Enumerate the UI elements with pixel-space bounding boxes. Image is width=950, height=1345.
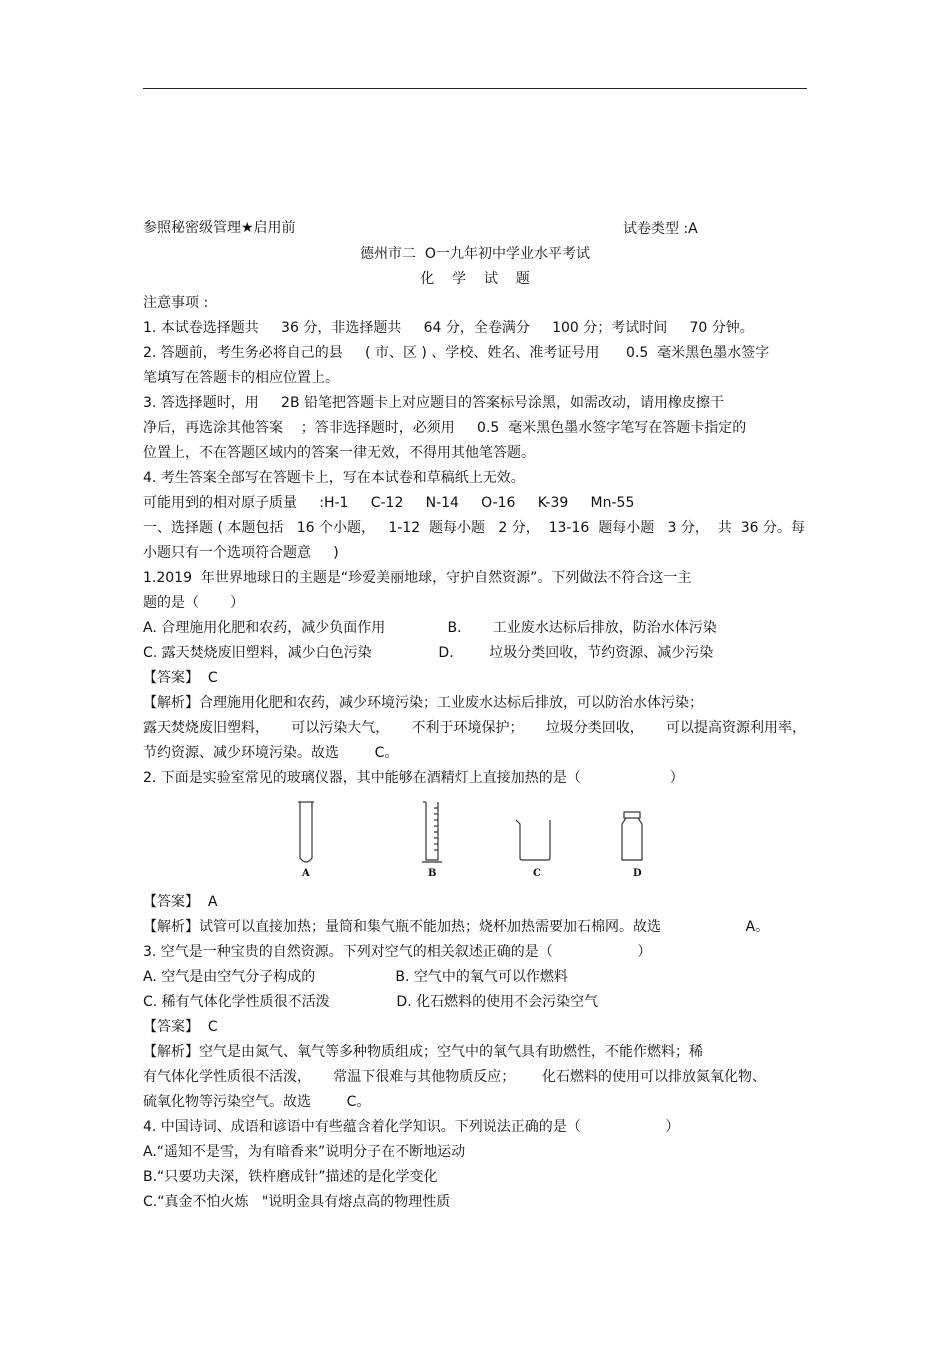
analysis-line: 节约资源、减少环境污染。故选 C。 — [143, 745, 399, 761]
text-line: 可能用到的相对原子质量 :H-1 C-12 N-14 O-16 K-39 Mn-55 — [143, 495, 635, 511]
text-line: 题的是（ ） — [143, 595, 245, 611]
paper-type: 试卷类型 :A — [623, 221, 698, 237]
graduated-cylinder-icon — [422, 802, 442, 862]
question-3: 3. 空气是一种宝贵的自然资源。下列对空气的相关叙述正确的是（ ） — [143, 944, 652, 960]
exam-title: 德州市二 O一九年初中学业水平考试 — [360, 246, 590, 262]
text-line: 3. 答选择题时，用 2B 铅笔把答题卡上对应题目的答案标号涂黑，如需改动，请用橡皮擦干 — [143, 395, 725, 411]
figure-label-d: D — [633, 868, 642, 879]
answer-line: 【答案】 A — [143, 894, 218, 910]
option-line: A. 空气是由空气分子构成的 B. 空气中的氧气可以作燃料 — [143, 969, 568, 985]
text-line: 注意事项 : — [143, 295, 209, 311]
analysis-line: 有气体化学性质很不活泼， 常温下很难与其他物质反应； 化石燃料的使用可以排放氮氧化物、 — [143, 1069, 766, 1085]
analysis-line: 硫氧化物等污染空气。故选 C。 — [143, 1094, 371, 1110]
figure-label-c: C — [533, 868, 541, 879]
analysis-line: 【解析】空气是由氮气、氧气等多种物质组成；空气中的氧气具有助燃性，不能作燃料；稀 — [143, 1044, 703, 1060]
figure-label-b: B — [428, 868, 437, 879]
figure-label-a: A — [302, 868, 310, 879]
question-2: 2. 下面是实验室常见的玻璃仪器，其中能够在酒精灯上直接加热的是（ ） — [143, 770, 684, 786]
text-line: 位置上，不在答题区域内的答案一律无效，不得用其他笔答题。 — [143, 445, 535, 461]
confidentiality-note: 参照秘密级管理★启用前 — [143, 220, 296, 236]
glassware-drawing — [280, 800, 680, 882]
header-rule — [143, 88, 807, 89]
option-line: C. 露天焚烧废旧塑料，减少白色污染 D. 垃圾分类回收，节约资源、减少污染 — [143, 645, 714, 661]
answer-line: 【答案】 C — [143, 670, 218, 686]
text-line: 净后，再选涂其他答案 ；答非选择题时，必须用 0.5 毫米黑色墨水签字笔写在答题卡指定的 — [143, 420, 747, 436]
option-line: A. 合理施用化肥和农药，减少负面作用 B. 工业废水达标后排放，防治水体污染 — [143, 620, 717, 636]
gas-jar-icon — [622, 812, 642, 860]
option-line: B.“只要功夫深，铁杵磨成针”描述的是化学变化 — [143, 1169, 438, 1185]
option-line: C.“真金不怕火炼 "说明金具有熔点高的物理性质 — [143, 1194, 451, 1210]
subject-title: 化 学 试 题 — [420, 271, 530, 287]
text-line: 1. 本试卷选择题共 36 分，非选择题共 64 分，全卷满分 100 分；考试时间 70 分钟。 — [143, 320, 754, 336]
glassware-figure — [280, 800, 680, 882]
analysis-line: 【解析】试管可以直接加热；量筒和集气瓶不能加热；烧杯加热需要加石棉网。故选 A。 — [143, 919, 770, 935]
answer-line: 【答案】 C — [143, 1019, 218, 1035]
text-line: 4. 考生答案全部写在答题卡上，写在本试卷和草稿纸上无效。 — [143, 470, 525, 486]
text-line: 小题只有一个选项符合题意 ) — [143, 545, 339, 561]
section-heading: 一、选择题 ( 本题包括 16 个小题， 1-12 题每小题 2 分， 13-16 题每小题 3 分， 共 36 分。每 — [143, 520, 805, 536]
question-4: 4. 中国诗词、成语和谚语中有些蕴含着化学知识。下列说法正确的是（ ） — [143, 1119, 680, 1135]
analysis-line: 露天焚烧废旧塑料， 可以污染大气， 不利于环境保护； 垃圾分类回收， 可以提高资源利用率， — [143, 720, 807, 736]
text-line: 笔填写在答题卡的相应位置上。 — [143, 370, 339, 386]
text-line: 2. 答题前，考生务必将自己的县 ( 市、区 ) 、学校、姓名、准考证号用 0.5 毫米黑色墨水签字 — [143, 345, 770, 361]
analysis-line: 【解析】合理施用化肥和农药，减少环境污染；工业废水达标后排放，可以防治水体污染； — [143, 695, 703, 711]
question-1: 1.2019 年世界地球日的主题是“珍爱美丽地球，守护自然资源”。下列做法不符合这一主 — [143, 570, 692, 586]
option-line: C. 稀有气体化学性质很不活泼 D. 化石燃料的使用不会污染空气 — [143, 994, 599, 1010]
test-tube-icon — [298, 802, 314, 862]
option-line: A.“遥知不是雪，为有暗香来”说明分子在不断地运动 — [143, 1144, 466, 1160]
beaker-icon — [516, 820, 550, 860]
